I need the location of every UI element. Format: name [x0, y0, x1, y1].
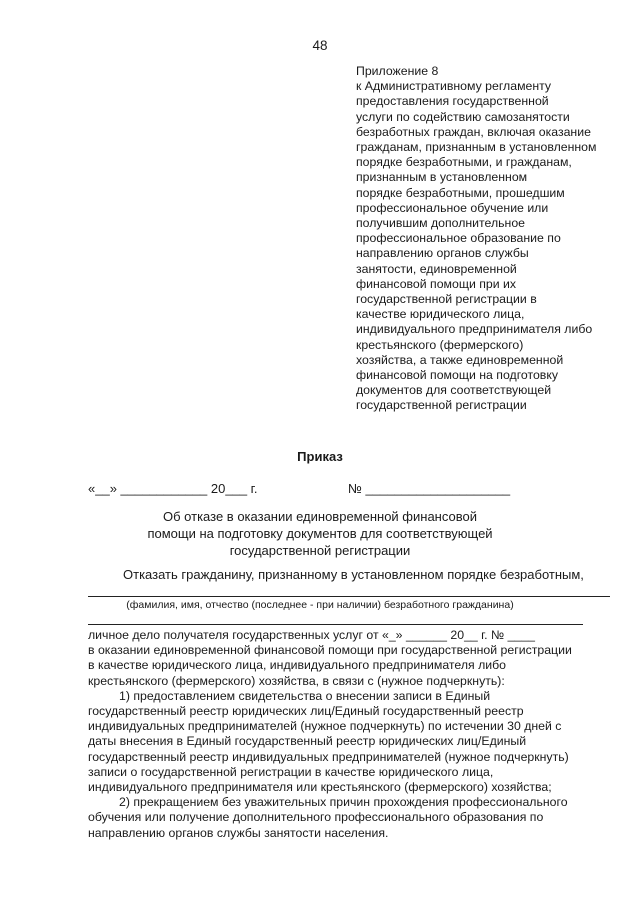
order-title: Приказ: [297, 449, 343, 464]
appendix-line: услуги по содействию самозанятости: [356, 109, 570, 124]
appendix-line: государственной регистрации в: [356, 292, 537, 307]
appendix-line: качестве юридического лица,: [356, 307, 525, 322]
body-line: в качестве юридического лица, индивидуального предпринимателя либо: [88, 658, 507, 673]
body-line: индивидуального предпринимателя или крестьянского (фермерского) хозяйства;: [88, 780, 552, 795]
order-date-line: «__» ____________ 20___ г.: [88, 481, 258, 496]
appendix-line: порядке безработными, прошедшим: [356, 185, 565, 200]
body-line: государственный реестр индивидуальных предпринимателей (нужное подчеркнуть): [88, 749, 569, 764]
appendix-line: государственной регистрации: [356, 398, 527, 413]
fio-underline: [88, 596, 610, 597]
body-line: направлению органов службы занятости населения.: [88, 825, 389, 840]
body-line: 2) прекращением без уважительных причин прохождения профессионального: [119, 795, 568, 810]
fio-caption: (фамилия, имя, отчество (последнее - при наличии) безработного гражданина): [126, 599, 514, 611]
appendix-line: порядке безработными, и гражданам,: [356, 155, 572, 170]
appendix-line: предоставления государственной: [356, 94, 549, 109]
appendix-line: признанным в установленном: [356, 170, 528, 185]
body-line: личное дело получателя государственных услуг от «_» ______ 20__ г. № ____: [88, 628, 535, 642]
order-number-line: № ____________________: [348, 481, 511, 496]
body-line: государственный реестр юридических лиц/Единый государственный реестр: [88, 704, 524, 719]
body-line: в оказании единовременной финансовой помощи при государственной регистрации: [88, 643, 572, 658]
appendix-line: профессиональное обучение или: [356, 200, 549, 215]
appendix-line: безработных граждан, включая оказание: [356, 124, 591, 139]
body-line: обучения или получение дополнительного профессионального образования по: [88, 810, 544, 825]
page-number: 48: [312, 38, 328, 53]
appendix-line: к Административному регламенту: [356, 79, 552, 94]
order-body: [88, 628, 613, 841]
appendix-line: занятости, единовременной: [356, 261, 517, 276]
body-line: индивидуальных предпринимателей (нужное подчеркнуть) по истечении 30 дней с: [88, 719, 562, 734]
order-subject: [0, 508, 640, 559]
appendix-line: направлению органов службы: [356, 246, 529, 261]
subject-line: государственной регистрации: [229, 543, 411, 558]
subject-line: Об отказе в оказании единовременной финансовой: [163, 509, 477, 524]
body-line: даты внесения в Единый государственный реестр юридических лиц/Единый: [88, 734, 527, 749]
subject-line: помощи на подготовку документов для соответствующей: [147, 526, 493, 541]
appendix-header: [356, 64, 606, 414]
appendix-line: финансовой помощи на подготовку: [356, 368, 559, 383]
appendix-line: хозяйства, а также единовременной: [356, 352, 564, 367]
appendix-line: профессиональное образование по: [356, 231, 561, 246]
blank-underline: [88, 624, 583, 625]
appendix-line: Приложение 8: [356, 64, 439, 78]
body-line: записи о государственной регистрации в качестве юридического лица,: [88, 764, 494, 779]
refuse-statement: Отказать гражданину, признанному в установленном порядке безработным,: [123, 567, 584, 582]
appendix-line: документов для соответствующей: [356, 383, 552, 398]
body-line: 1) предоставлением свидетельства о внесении записи в Единый: [119, 688, 491, 703]
appendix-line: финансовой помощи при их: [356, 276, 517, 291]
appendix-line: получившим дополнительное: [356, 216, 526, 231]
appendix-line: гражданам, признанным в установленном: [356, 140, 597, 155]
appendix-line: крестьянского (фермерского): [356, 337, 524, 352]
appendix-line: индивидуального предпринимателя либо: [356, 322, 593, 337]
body-line: крестьянского (фермерского) хозяйства, в связи с (нужное подчеркнуть):: [88, 673, 505, 688]
